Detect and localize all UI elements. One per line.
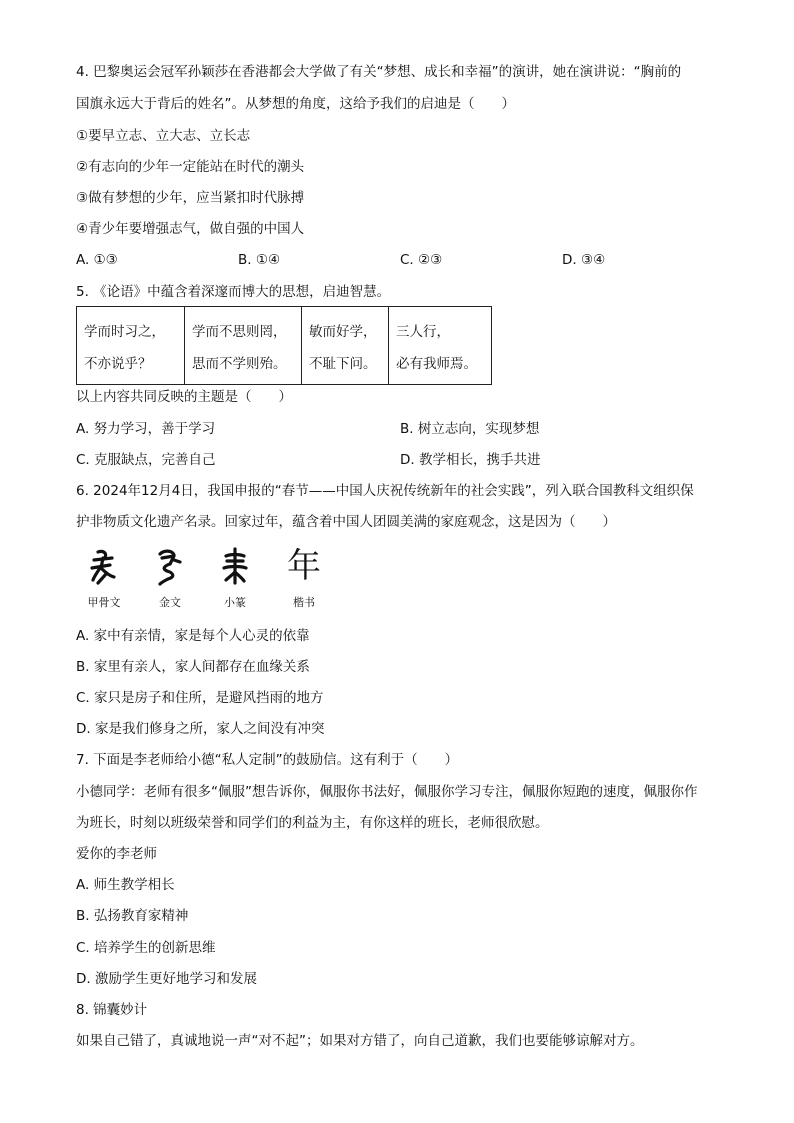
q4-item-4: ④青少年要增强志气，做自强的中国人	[76, 221, 305, 237]
quote-cell-3	[302, 307, 389, 385]
q4-stem-line2: 国旗永远大于背后的姓名”。从梦想的角度，这给予我们的启迪是（ ）	[76, 96, 515, 112]
quote-3-line1: 敏而好学，	[309, 324, 377, 340]
q4-item-1: ①要早立志、立大志、立长志	[76, 128, 251, 144]
nian-character-evolution	[76, 546, 336, 616]
seal-nian-icon	[215, 546, 255, 586]
q8-title: 8. 锦囊妙计	[76, 1002, 148, 1018]
q8-text-line1: 如果自己错了，真诚地说一声“对不起”；如果对方错了，向自己道歉，我们也要能够谅解对方。	[76, 1033, 644, 1049]
q5-question: 以上内容共同反映的主题是（ ）	[76, 389, 292, 405]
q5-option-b: B. 树立志向，实现梦想	[400, 421, 540, 437]
q7-option-a: A. 师生教学相长	[76, 877, 175, 893]
q6-option-c: C. 家只是房子和住所，是避风挡雨的地方	[76, 690, 324, 706]
glyph-label-regular: 楷书	[293, 596, 315, 609]
q5-option-a: A. 努力学习，善于学习	[76, 421, 216, 437]
quote-cell-4	[389, 307, 492, 385]
q5-option-d: D. 教学相长，携手共进	[400, 452, 541, 468]
q7-option-c: C. 培养学生的创新思维	[76, 940, 216, 956]
q4-item-2: ②有志向的少年一定能站在时代的潮头	[76, 159, 305, 175]
quote-2-line2: 思而不学则殆。	[192, 356, 287, 372]
q7-signature: 爱你的李老师	[76, 846, 157, 862]
oracle-bone-glyph	[76, 546, 132, 610]
regular-script-glyph	[276, 546, 332, 610]
glyph-label-seal: 小篆	[224, 596, 246, 609]
q4-stem-line1: 4. 巴黎奥运会冠军孙颖莎在香港都会大学做了有关“梦想、成长和幸福”的演讲，她在演讲说：“胸前的	[76, 64, 682, 80]
q4-option-d: D. ③④	[562, 252, 606, 268]
q4-option-a: A. ①③	[76, 252, 118, 268]
oracle-nian-icon	[84, 546, 124, 586]
bronze-nian-icon	[150, 546, 190, 586]
regular-script-nian: 年	[287, 546, 321, 586]
glyph-label-bronze: 金文	[159, 596, 181, 609]
q7-letter-line2: 为班长，时刻以班级荣誉和同学们的利益为主，有你这样的班长，老师很欣慰。	[76, 815, 549, 831]
q7-option-d: D. 激励学生更好地学习和发展	[76, 971, 257, 987]
quote-1-line1: 学而时习之，	[84, 324, 165, 340]
glyph-label-oracle: 甲骨文	[87, 596, 121, 609]
lunyu-quote-table	[76, 306, 492, 385]
q4-item-3: ③做有梦想的少年，应当紧扣时代脉搏	[76, 190, 305, 206]
q4-option-b: B. ①④	[238, 252, 281, 268]
q6-stem-line2: 护非物质文化遗产名录。回家过年，蕴含着中国人团圆美满的家庭观念，这是因为（ ）	[76, 514, 616, 530]
q6-option-d: D. 家是我们修身之所，家人之间没有冲突	[76, 721, 325, 737]
quote-2-line1: 学而不思则罔，	[192, 324, 287, 340]
q7-stem: 7. 下面是李老师给小德“私人定制”的鼓励信。这有利于（ ）	[76, 752, 459, 768]
q4-option-c: C. ②③	[400, 252, 443, 268]
bronze-glyph	[142, 546, 198, 610]
q6-option-a: A. 家中有亲情，家是每个人心灵的依靠	[76, 628, 310, 644]
quote-3-line2: 不耻下问。	[309, 356, 377, 372]
q5-option-c: C. 克服缺点，完善自己	[76, 452, 216, 468]
q7-option-b: B. 弘扬教育家精神	[76, 908, 189, 924]
small-seal-glyph	[207, 546, 263, 610]
q5-stem: 5. 《论语》中蕴含着深邃而博大的思想，启迪智慧。	[76, 284, 391, 300]
q7-letter-line1: 小德同学：老师有很多“佩服”想告诉你，佩服你书法好，佩服你学习专注，佩服你短跑的速度，佩服你作	[76, 784, 698, 800]
q6-stem-line1: 6. 2024年12月4日，我国申报的“春节——中国人庆祝传统新年的社会实践”，列入联合国教科文组织保	[76, 483, 694, 499]
quote-4-line2: 必有我师焉。	[396, 356, 477, 372]
q6-option-b: B. 家里有亲人，家人间都存在血缘关系	[76, 659, 310, 675]
quote-cell-2	[185, 307, 302, 385]
quote-4-line1: 三人行，	[396, 324, 450, 340]
quote-cell-1	[77, 307, 185, 385]
quote-1-line2: 不亦说乎？	[84, 356, 152, 372]
